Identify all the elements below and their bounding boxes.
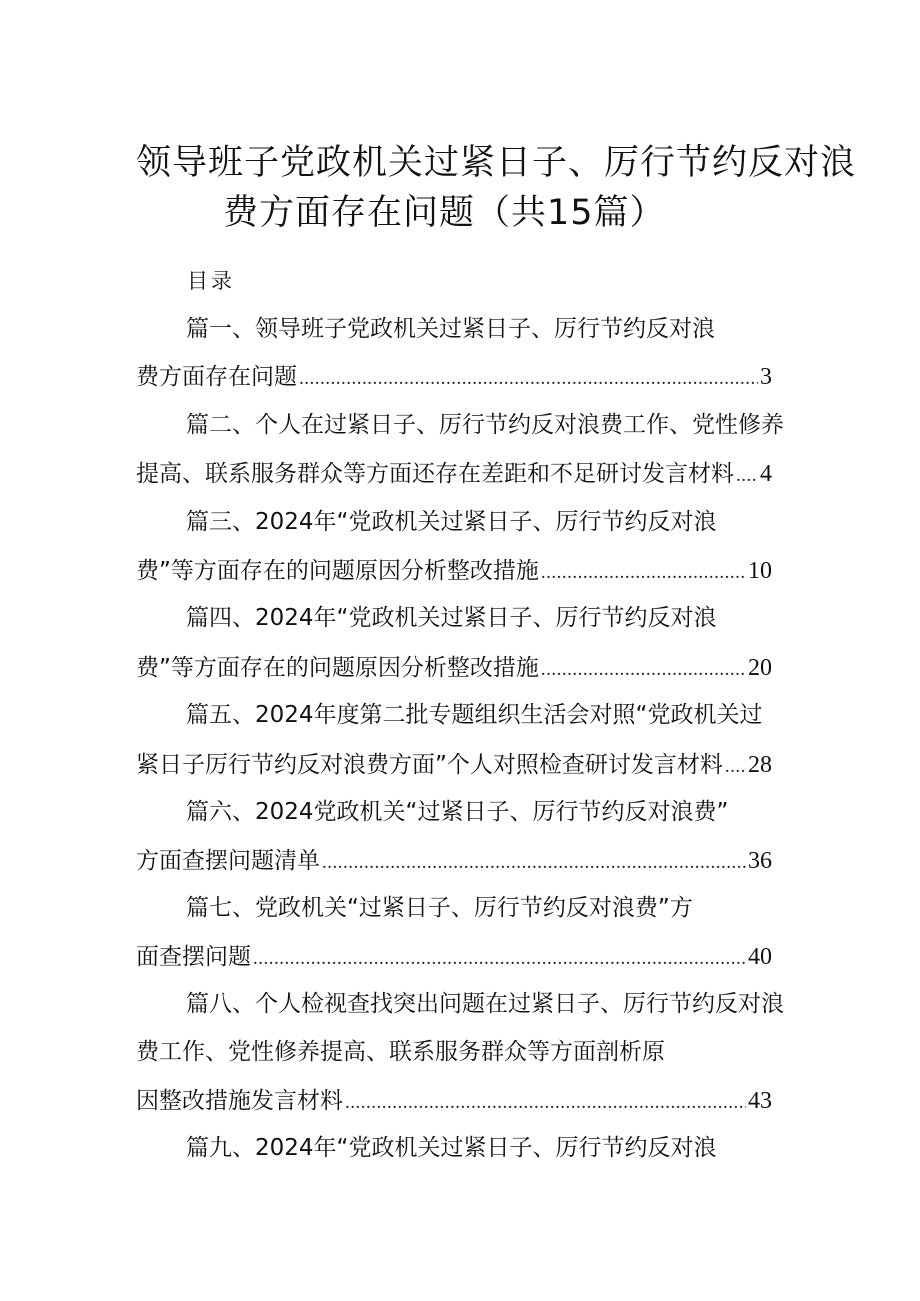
toc-entry-7-tail: 面查摆问题 [136,944,251,970]
toc-entry-5-leader[interactable] [136,753,772,777]
toc-entry-6-title[interactable]: 篇六、2024党政机关“过紧日子、厉行节约反对浪费” [186,799,729,825]
dot-leader [736,466,758,485]
toc-entry-4-tail: 费”等方面存在的问题原因分析整改措施 [136,655,539,681]
dot-leader [541,660,746,679]
dot-leader [541,563,746,582]
toc-entry-3-page: 10 [748,558,772,584]
toc-entry-7-leader[interactable] [136,945,772,969]
toc-entry-1-page: 3 [760,364,772,390]
dot-leader [322,853,746,872]
toc-entry-1-leader[interactable] [136,365,772,389]
toc-heading: 目录 [187,269,235,293]
toc-entry-8-title[interactable]: 篇八、个人检视查找突出问题在过紧日子、厉行节约反对浪 [186,991,784,1017]
dot-leader [725,757,746,776]
dot-leader [299,369,758,388]
toc-entry-6-tail: 方面查摆问题清单 [136,848,320,874]
toc-entry-3-title[interactable]: 篇三、2024年“党政机关过紧日子、厉行节约反对浪 [186,509,717,535]
toc-entry-5-page: 28 [748,752,772,778]
toc-entry-3-tail: 费”等方面存在的问题原因分析整改措施 [136,558,539,584]
document-title-line-1: 领导班子党政机关过紧日子、厉行节约反对浪 [136,143,857,183]
toc-entry-1-title[interactable]: 篇一、领导班子党政机关过紧日子、厉行节约反对浪 [186,316,715,342]
toc-entry-8-tail: 因整改措施发言材料 [136,1088,343,1114]
toc-entry-2-tail: 提高、联系服务群众等方面还存在差距和不足研讨发言材料 [136,461,734,487]
toc-entry-5-tail: 紧日子厉行节约反对浪费方面”个人对照检查研讨发言材料 [136,752,723,778]
toc-entry-8-title-cont[interactable]: 费工作、党性修养提高、联系服务群众等方面剖析原 [136,1039,665,1065]
toc-entry-7-page: 40 [748,944,772,970]
toc-entry-4-leader[interactable] [136,656,772,680]
toc-entry-8-leader[interactable] [136,1089,772,1113]
toc-entry-2-title[interactable]: 篇二、个人在过紧日子、厉行节约反对浪费工作、党性修养 [186,412,784,438]
toc-entry-3-leader[interactable] [136,559,772,583]
document-title-line-2: 费方面存在问题（共15篇） [223,193,666,233]
toc-entry-4-page: 20 [748,655,772,681]
toc-entry-6-leader[interactable] [136,849,772,873]
toc-entry-1-tail: 费方面存在问题 [136,364,297,390]
toc-entry-9-title[interactable]: 篇九、2024年“党政机关过紧日子、厉行节约反对浪 [186,1135,717,1161]
toc-entry-7-title[interactable]: 篇七、党政机关“过紧日子、厉行节约反对浪费”方 [186,895,693,921]
dot-leader [253,949,746,968]
toc-entry-6-page: 36 [748,848,772,874]
toc-entry-4-title[interactable]: 篇四、2024年“党政机关过紧日子、厉行节约反对浪 [186,605,717,631]
toc-entry-2-leader[interactable] [136,462,772,486]
dot-leader [345,1093,746,1112]
toc-entry-5-title[interactable]: 篇五、2024年度第二批专题组织生活会对照“党政机关过 [186,702,763,728]
toc-entry-8-page: 43 [748,1088,772,1114]
toc-entry-2-page: 4 [760,461,772,487]
